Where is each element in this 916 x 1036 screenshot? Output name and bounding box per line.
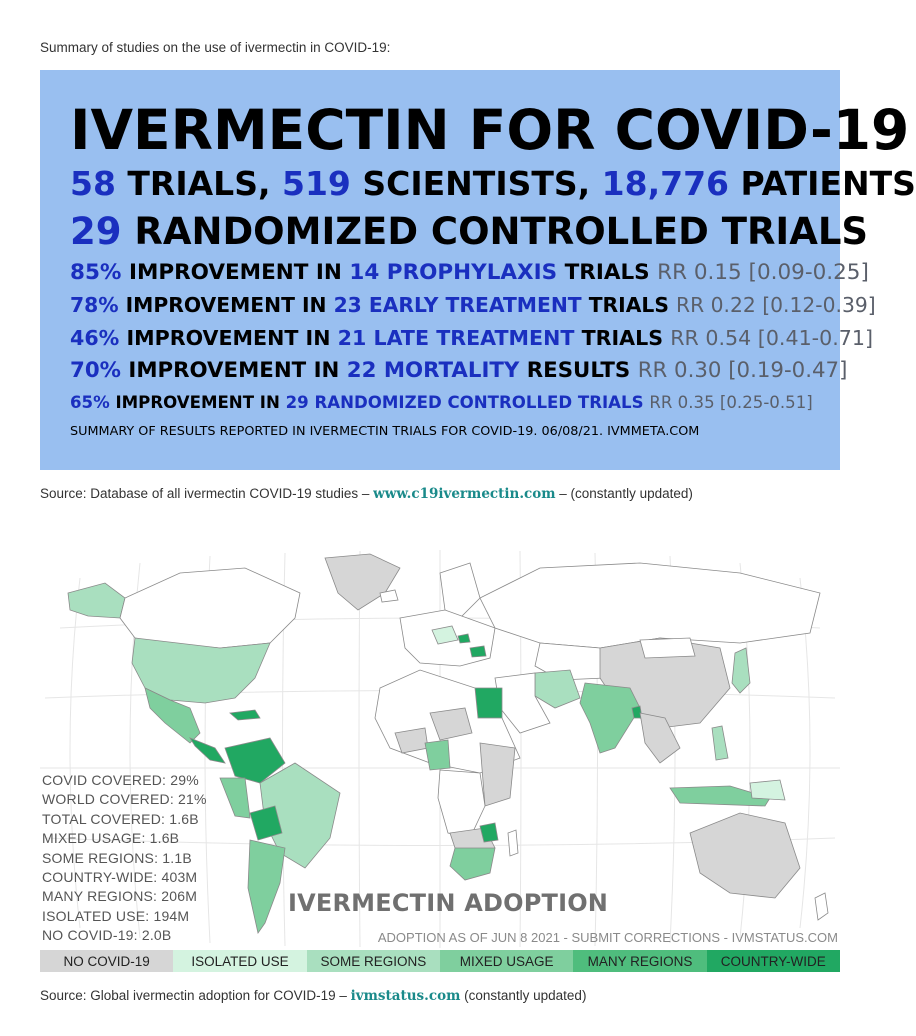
papua-shape: [750, 780, 785, 800]
source-caption-adoption: [40, 988, 586, 1004]
map-title: IVERMECTIN ADOPTION: [288, 889, 609, 917]
legend-no-covid: NO COVID-19: [40, 950, 173, 972]
patients-count: 18,776: [601, 164, 730, 203]
source-suffix: – (constantly updated): [555, 486, 693, 501]
result-row: [70, 358, 848, 383]
rct-label: RANDOMIZED CONTROLLED TRIALS: [121, 210, 869, 253]
result-percent: 65%: [70, 393, 110, 412]
stat-mixed-usage: MIXED USAGE: 1.6B: [42, 830, 180, 847]
result-kind: TRIALS: [581, 293, 676, 317]
result-kind: TRIALS: [557, 260, 658, 285]
panel-rct-line: [70, 210, 869, 253]
result-rr: RR 0.35 [0.25-0.51]: [649, 393, 813, 412]
result-category: 21 LATE TREATMENT: [337, 326, 575, 350]
scandinavia-shape: [440, 563, 480, 618]
result-row: [70, 260, 869, 285]
trials-label: TRIALS,: [115, 164, 282, 203]
mongolia-shape: [640, 638, 695, 658]
result-category: 14 PROPHYLAXIS: [349, 260, 558, 285]
stat-covid-covered: COVID COVERED: 29%: [42, 772, 199, 788]
east-africa-shape: [480, 743, 515, 806]
header-caption: Summary of studies on the use of ivermectin in COVID-19:: [40, 40, 391, 55]
russia-shape: [480, 563, 820, 648]
result-percent: 78%: [70, 293, 119, 317]
legend-some-regions: SOME REGIONS: [307, 950, 440, 972]
madagascar-shape: [508, 830, 518, 856]
bulgaria-shape: [470, 646, 486, 657]
australia-shape: [690, 813, 800, 898]
result-mid: IMPROVEMENT IN: [109, 393, 286, 412]
scientists-count: 519: [282, 164, 351, 203]
south-africa-shape: [450, 848, 495, 880]
patients-label: PATIENTS: [729, 164, 916, 203]
argentina-chile-shape: [248, 840, 285, 933]
result-category: 22 MORTALITY: [346, 358, 520, 383]
stat-isolated-use: ISOLATED USE: 194M: [42, 907, 190, 924]
result-category: 23 EARLY TREATMENT: [333, 293, 582, 317]
result-rr: RR 0.15 [0.09-0.25]: [657, 260, 869, 285]
result-kind: RESULTS: [519, 358, 638, 383]
stat-total-covered: TOTAL COVERED: 1.6B: [42, 810, 199, 827]
result-kind: TRIALS: [574, 326, 671, 350]
result-row: [70, 393, 813, 412]
stat-some-regions: SOME REGIONS: 1.1B: [42, 849, 192, 866]
result-mid: IMPROVEMENT IN: [119, 326, 338, 350]
panel-title: IVERMECTIN FOR COVID-19: [70, 98, 910, 162]
stat-country-wide: COUNTRY-WIDE: 403M: [42, 869, 198, 886]
scientists-label: SCIENTISTS,: [350, 164, 602, 203]
result-category: 29 RANDOMIZED CONTROLLED TRIALS: [285, 393, 644, 412]
result-row: [70, 293, 876, 317]
slovakia-shape: [458, 634, 470, 643]
nigeria-shape: [425, 740, 450, 770]
central-america-shape: [190, 738, 225, 763]
result-mid: IMPROVEMENT IN: [121, 260, 350, 285]
ivmstatus-link[interactable]: ivmstatus.com: [350, 988, 461, 1004]
stat-no-covid: NO COVID-19: 2.0B: [42, 927, 172, 944]
panel-trials-line: [70, 164, 916, 203]
summary-panel: [40, 70, 916, 470]
peru-shape: [220, 778, 250, 818]
coverage-stats: [42, 771, 207, 946]
legend-mixed-usage: MIXED USAGE: [440, 950, 573, 972]
result-percent: 46%: [70, 326, 120, 350]
result-mid: IMPROVEMENT IN: [120, 358, 347, 383]
new-zealand-shape: [815, 893, 828, 920]
egypt-shape: [475, 688, 502, 718]
stat-many-regions: MANY REGIONS: 206M: [42, 888, 198, 905]
legend-country-wide: COUNTRY-WIDE: [707, 950, 840, 972]
central-africa-shape: [438, 770, 485, 838]
source-caption-studies: [40, 486, 693, 502]
rct-count: 29: [70, 210, 122, 253]
result-percent: 70%: [70, 358, 121, 383]
c19ivermectin-link[interactable]: www.c19ivermectin.com: [373, 486, 556, 502]
trials-count: 58: [70, 164, 116, 203]
result-rr: RR 0.30 [0.19-0.47]: [637, 358, 848, 383]
map-subtitle: ADOPTION AS OF JUN 8 2021 - SUBMIT CORRECTIONS - IVMSTATUS.COM: [377, 930, 838, 945]
greenland-shape: [325, 554, 400, 610]
result-row: [70, 326, 873, 350]
canada-shape: [120, 568, 300, 648]
source-prefix: Source: Database of all ivermectin COVID-19 studies –: [40, 486, 374, 501]
legend-many-regions: MANY REGIONS: [573, 950, 706, 972]
stat-world-covered: WORLD COVERED: 21%: [42, 791, 207, 808]
india-shape: [580, 683, 640, 753]
philippines-shape: [712, 726, 728, 760]
result-percent: 85%: [70, 260, 122, 285]
source-suffix: (constantly updated): [460, 988, 587, 1003]
panel-footer: SUMMARY OF RESULTS REPORTED IN IVERMECTIN TRIALS FOR COVID-19. 06/08/21. IVMMETA.COM: [70, 424, 700, 439]
legend-isolated-use: ISOLATED USE: [173, 950, 306, 972]
map-legend: [40, 950, 840, 972]
result-rr: RR 0.54 [0.41-0.71]: [670, 326, 873, 350]
result-mid: IMPROVEMENT IN: [118, 293, 334, 317]
result-rr: RR 0.22 [0.12-0.39]: [676, 293, 876, 317]
caribbean-shape: [230, 710, 260, 720]
source-prefix: Source: Global ivermectin adoption for COVID-19 –: [40, 988, 351, 1003]
